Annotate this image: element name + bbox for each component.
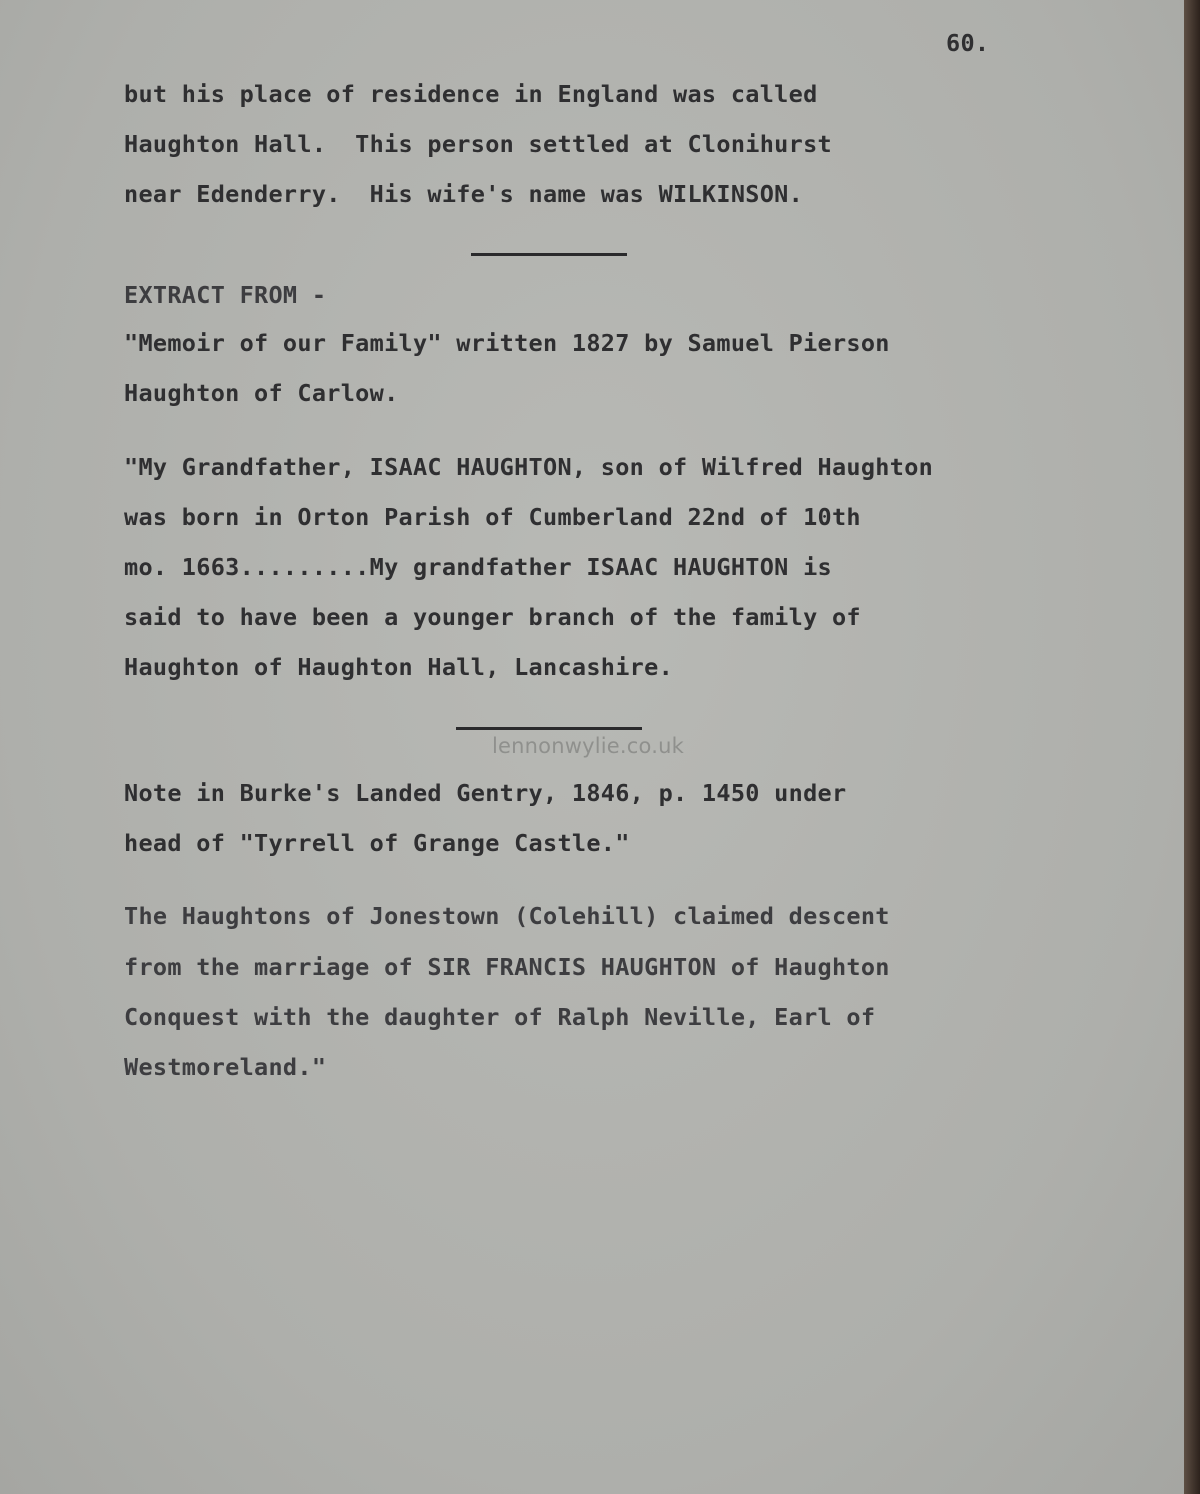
text-line: The Haughtons of Jonestown (Colehill) claimed descent: [124, 902, 890, 930]
text-line: Haughton Hall. This person settled at Clonihurst: [124, 130, 832, 158]
text-line: said to have been a younger branch of the family of: [124, 603, 861, 631]
text-line: mo. 1663.........My grandfather ISAAC HAUGHTON is: [124, 553, 832, 581]
text-line: Westmoreland.": [124, 1053, 327, 1081]
text-line: "Memoir of our Family" written 1827 by Samuel Pierson: [124, 329, 890, 357]
text-line: "My Grandfather, ISAAC HAUGHTON, son of Wilfred Haughton: [124, 453, 934, 481]
section-divider: [456, 727, 642, 730]
text-line: was born in Orton Parish of Cumberland 22nd of 10th: [124, 503, 861, 531]
text-line: Note in Burke's Landed Gentry, 1846, p. 1450 under: [124, 779, 847, 807]
text-line: from the marriage of SIR FRANCIS HAUGHTON of Haughton: [124, 953, 890, 981]
watermark: lennonwylie.co.uk: [492, 734, 684, 758]
page-edge-shadow: [1184, 0, 1200, 1494]
section-heading: EXTRACT FROM -: [124, 281, 327, 309]
section-divider: [471, 253, 627, 256]
text-line: but his place of residence in England was called: [124, 80, 818, 108]
text-line: Haughton of Haughton Hall, Lancashire.: [124, 653, 674, 681]
text-line: head of "Tyrrell of Grange Castle.": [124, 829, 630, 857]
page-number: 60.: [946, 29, 990, 57]
text-line: Conquest with the daughter of Ralph Neville, Earl of: [124, 1003, 876, 1031]
text-line: Haughton of Carlow.: [124, 379, 399, 407]
text-line: near Edenderry. His wife's name was WILKINSON.: [124, 180, 804, 208]
